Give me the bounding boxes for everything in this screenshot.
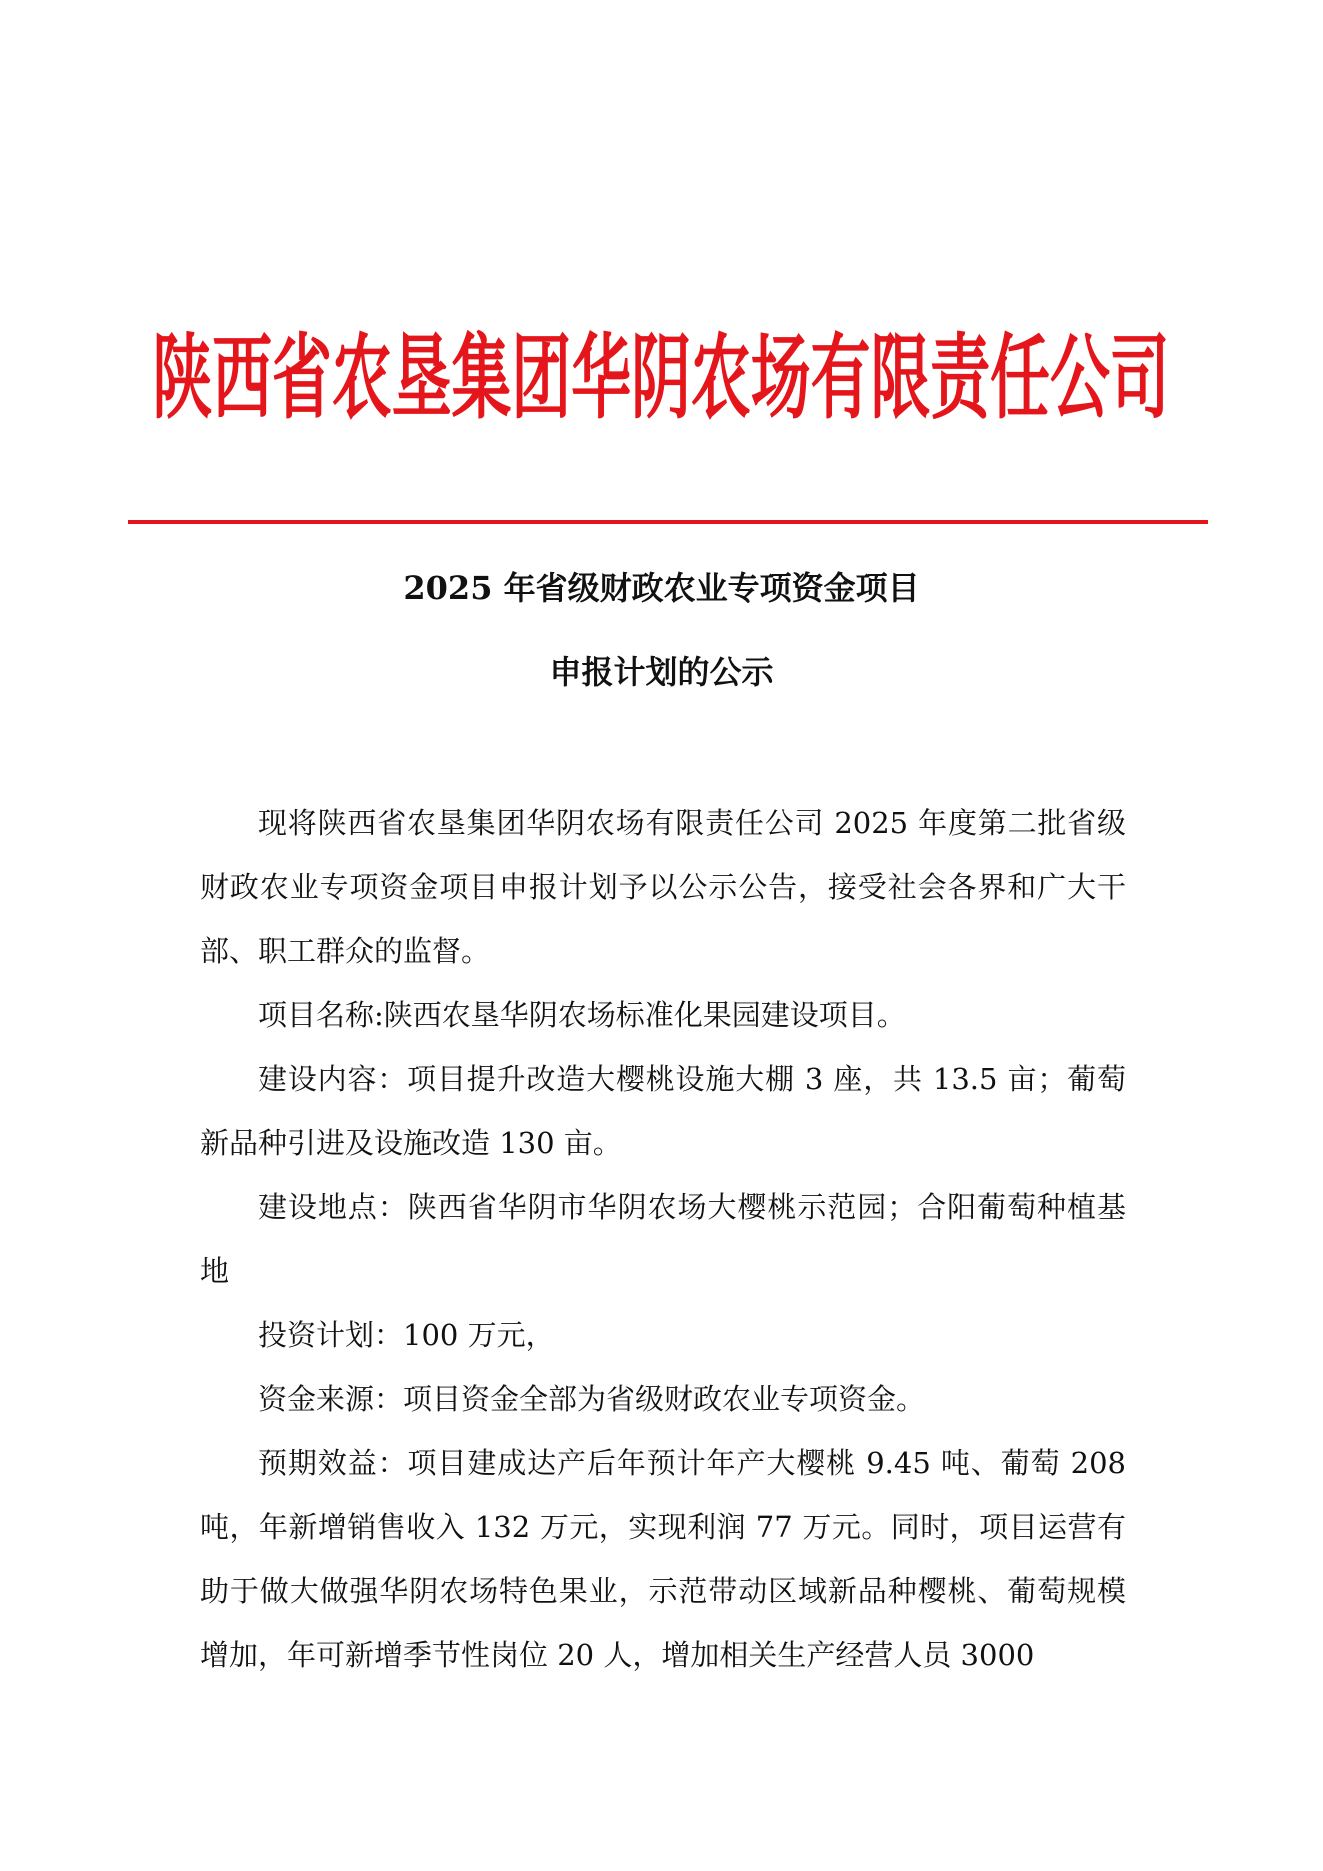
paragraph-intro: 现将陕西省农垦集团华阴农场有限责任公司 2025 年度第二批省级财政农业专项资金项目申报计划予以公示公告，接受社会各界和广大干部、职工群众的监督。 bbox=[200, 806, 1126, 968]
document-title-line-2: 申报计划的公示 bbox=[549, 653, 774, 691]
document-title-line-1: 2025 年省级财政农业专项资金项目 bbox=[403, 569, 920, 607]
paragraph-project-name: 项目名称:陕西农垦华阴农场标准化果园建设项目。 bbox=[258, 998, 906, 1032]
paragraph-construction-content: 建设内容：项目提升改造大樱桃设施大棚 3 座，共 13.5 亩；葡萄新品种引进及设施改造 130 亩。 bbox=[200, 1062, 1126, 1160]
letterhead-red-divider bbox=[128, 520, 1208, 524]
document-body bbox=[200, 791, 1126, 1687]
paragraph-expected-benefits: 预期效益：项目建成达产后年预计年产大樱桃 9.45 吨、葡萄 208 吨，年新增销售收入 132 万元，实现利润 77 万元。同时，项目运营有助于做大做强华阴农场特色果业，示范带动区域新品种樱桃、葡萄规模增加，年可新增季节性岗位 20 人，增加相关生产经营人员 3000 bbox=[200, 1446, 1126, 1672]
letterhead-company-name bbox=[0, 322, 1323, 438]
paragraph-fund-source: 资金来源：项目资金全部为省级财政农业专项资金。 bbox=[258, 1382, 926, 1416]
company-name-text: 陕西省农垦集团华阴农场有限责任公司 bbox=[152, 326, 1171, 433]
paragraph-construction-location: 建设地点：陕西省华阴市华阴农场大樱桃示范园；合阳葡萄种植基地 bbox=[200, 1190, 1126, 1288]
paragraph-investment-plan: 投资计划：100 万元， bbox=[258, 1318, 555, 1352]
